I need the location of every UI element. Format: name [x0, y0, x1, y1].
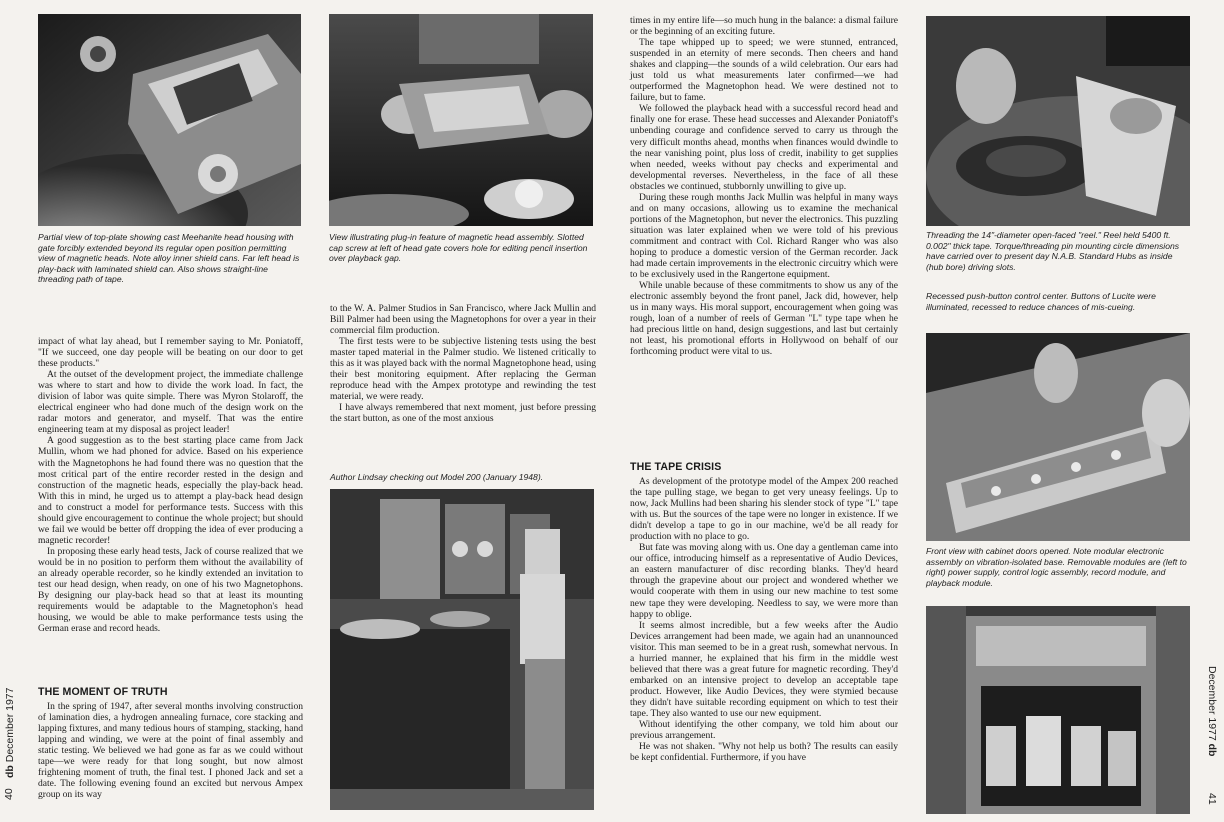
paragraph: Without identifying the other company, we told him about our previous arrangement.: [630, 719, 898, 742]
paragraph: We followed the playback head with a successful record head and finally one for erase. These head successes and Alexander Poniatoff's unbending courage and confidence served to carry us through the very difficult months ahead, months when finances would dwindle to the near vanishing point, plus loss of credit, inability to get supplies when needed, weeks without pay checks and experimental and developmental reverses. Nevertheless, in the face of all these obstacles we continued, stubbornly unwilling to give up.: [630, 103, 898, 192]
paragraph: But fate was moving along with us. One day a gentleman came into our office, introducing himself as a representative of Audio Devices, an eastern manufacturer of disc recording blanks. They'd heard through the grapevine about our project and wondered whether we would cooperate with them in using our new machine to test some new tape they were developing. Needless to say, we were more than happy to oblige.: [630, 542, 898, 620]
paragraph: I have always remembered that next moment, just before pressing the start button, as one of the most anxious: [330, 402, 596, 425]
paragraph: In the spring of 1947, after several months involving construction of lamination dies, a hydrogen annealing furnace, core stacking and lapping fixtures, and many tedious hours of stamping, stacking, hand lapping and winding, we were at the point of final assembly and static testing. We believed we had gone as far as we could without tape—we were ready for that long sought, but now almost frightening moment of truth, the final test. I phoned Jack and set a date. The following evening found an excited but nervous Ampex group on its way: [38, 701, 303, 801]
caption-author: Author Lindsay checking out Model 200 (January 1948).: [330, 472, 544, 482]
photo-plug-in-head: [329, 14, 593, 226]
column-1-continued: [38, 701, 303, 800]
paragraph: to the W. A. Palmer Studios in San Francisco, where Jack Mullin and Bill Palmer had been using the Magnetophons for over a year in their commercial film production.: [330, 303, 596, 337]
issue-date: December 1977: [1206, 666, 1218, 741]
magazine-logo: db: [4, 765, 16, 778]
magazine-logo: db: [1206, 743, 1218, 757]
column-3: [630, 15, 898, 357]
paragraph: While unable because of these commitments to show us any of the electronic assembly beyond the front panel, Jack did, however, help us in many ways. His moral support, encouragement when going was rough, loan of a number of reels of German "L" type tape when he had precious little on hand, design suggestions, and last but certainly not least, his promotional efforts in Hollywood on behalf of our forthcoming product were vital to us.: [630, 280, 898, 358]
footer-left: [4, 688, 16, 778]
paragraph: The tape whipped up to speed; we were stunned, entranced, suspended in an eternity of mere seconds. Then cheers and hand shakes and clapping—the sounds of a wild celebration. Our ears had just told us what measurements later confirmed—we had outperformed the Magnetophon head. We were destined not to failure, but to fame.: [630, 37, 898, 104]
caption-reel-threading: Threading the 14"-diameter open-faced "reel." Reel held 5400 ft. 0.002" thick tape. Torque/threading pin mounting circle dimensions have carried over to present day N.A.B. Standard Hubs as inside (hub bore) driving slots.: [926, 230, 1180, 272]
photo-pushbutton-control: [926, 333, 1190, 541]
column-3-continued: [630, 476, 898, 763]
paragraph: impact of what lay ahead, but I remember saying to Mr. Poniatoff, "If we succeed, one day people will be beating on our door to get these products.": [38, 336, 303, 370]
column-1: [38, 336, 303, 634]
page-number-left: 40: [3, 788, 15, 800]
paragraph: It seems almost incredible, but a few weeks after the Audio Devices arrangement had been made, we again had an unannounced visitor. This man seemed to be in a great rush, somewhat nervous. In a hurried manner, he explained that his firm in the middle west believed that there was a great future for magnetic recording. They'd embarked on an intensive project to develop an acceptable tape product. However, like Audio Devices, they were stymied because they didn't have suitable recording equipment on which to test their tape. They also wanted to use our new equipment.: [630, 619, 898, 719]
paragraph: A good suggestion as to the best starting place came from Jack Mullin, whom we had phoned for advice. Based on his experience with the Magnetophons he had found there was no question that the most critical part of the entire recorder rested in the design and construction of the magnetic heads, especially the play-back head. With this in mind, he urged us to attempt a play-back head design and to construct a model for performance tests. Success with this should give encouragement to continue the whole project; but should we fail we would be better off dropping the idea of ever producing a magnetic recorder!: [38, 435, 303, 546]
issue-date: December 1977: [4, 687, 16, 763]
paragraph: During these rough months Jack Mullin was helpful in many ways and on many occasions, allowing us to examine the mechanical portions of the Magnetophon, but never the electronics. This puzzling situation was later explained when we were told of his previous commitment and contract with Col. Richard Ranger who was also hoping to produce a domestic version of the German recorder. Jack had made certain improvements in the electronic circuitry which were to be exclusively used in the Rangertone equipment.: [630, 191, 898, 281]
caption-front-view: Front view with cabinet doors opened. Note modular electronic assembly on vibration-isolated base. Removable modules are (left to right) power supply, control logic assembly, record module, and playback module.: [926, 546, 1187, 588]
photo-reel-threading: [926, 16, 1190, 226]
paragraph: In proposing these early head tests, Jack of course realized that we would be in no position to perform them without the availability of an already operable recorder, so he kindly extended an invitation to test our head design, when ready, on one of his two Magnetophons. By designing our play-back head so that at least its mounting requirements would be adaptable to the Magnetophon's head housing, we would be able to make performance tests using the German erase and record heads.: [38, 545, 303, 635]
photo-cabinet-front: [926, 606, 1190, 814]
paragraph: times in my entire life—so much hung in the balance: a dismal failure or the beginning of an exciting future.: [630, 15, 898, 38]
page-number-right: 41: [1206, 793, 1218, 805]
caption-plug-in-head: View illustrating plug-in feature of magnetic head assembly. Slotted cap screw at left of head gate covers hole for editing pencil insertion over playback gap.: [329, 232, 588, 264]
paragraph: He was not shaken. "Why not help us both? The results can easily be kept confidential. Furthermore, if you have: [630, 741, 898, 764]
paragraph: At the outset of the development project, the immediate challenge was where to start and how to divide the work load. In fact, the division of labor was quite simple. There was Myron Stolaroff, the electrical engineer who had done much of the design work on the radar motors and generator, and myself. That was the entire engineering team at my disposal as project leader!: [38, 369, 303, 436]
heading-tape-crisis: THE TAPE CRISIS: [630, 461, 722, 473]
caption-head-housing: Partial view of top-plate showing cast Meehanite head housing with gate forcibly extended beyond its regular open position permitting view of magnetic heads. Note alloy inner shield cans. Far left head is play-back with laminated shield can. Also shows straight-line threading path of tape.: [38, 232, 300, 285]
photo-head-housing: [38, 14, 301, 226]
paragraph: As development of the prototype model of the Ampex 200 reached the tape pulling stage, we began to get very uneasy feelings. Up to now, Jack Mullins had been sharing his slender stock of type "L" tape with us. But the sources of the tape were no longer in existence. If we didn't develop a tape to go in our machine, we'd be all ready for production with no place to go.: [630, 476, 898, 543]
photo-author-model-200: [330, 489, 594, 810]
caption-pushbutton: Recessed push-button control center. Buttons of Lucite were illuminated, recessed to reduce chances of mis-cueing.: [926, 291, 1156, 312]
heading-moment-of-truth: THE MOMENT OF TRUTH: [38, 686, 168, 698]
footer-right: [1206, 666, 1218, 756]
paragraph: The first tests were to be subjective listening tests using the best master taped material in the Palmer studio. We listened critically to this as it was played back with the normal Magnetophone head, using their best monitoring equipment. After replacing the German reproduce head with the Ampex prototype and rewinding the test material, we were ready.: [330, 336, 596, 403]
column-2: [330, 303, 596, 425]
